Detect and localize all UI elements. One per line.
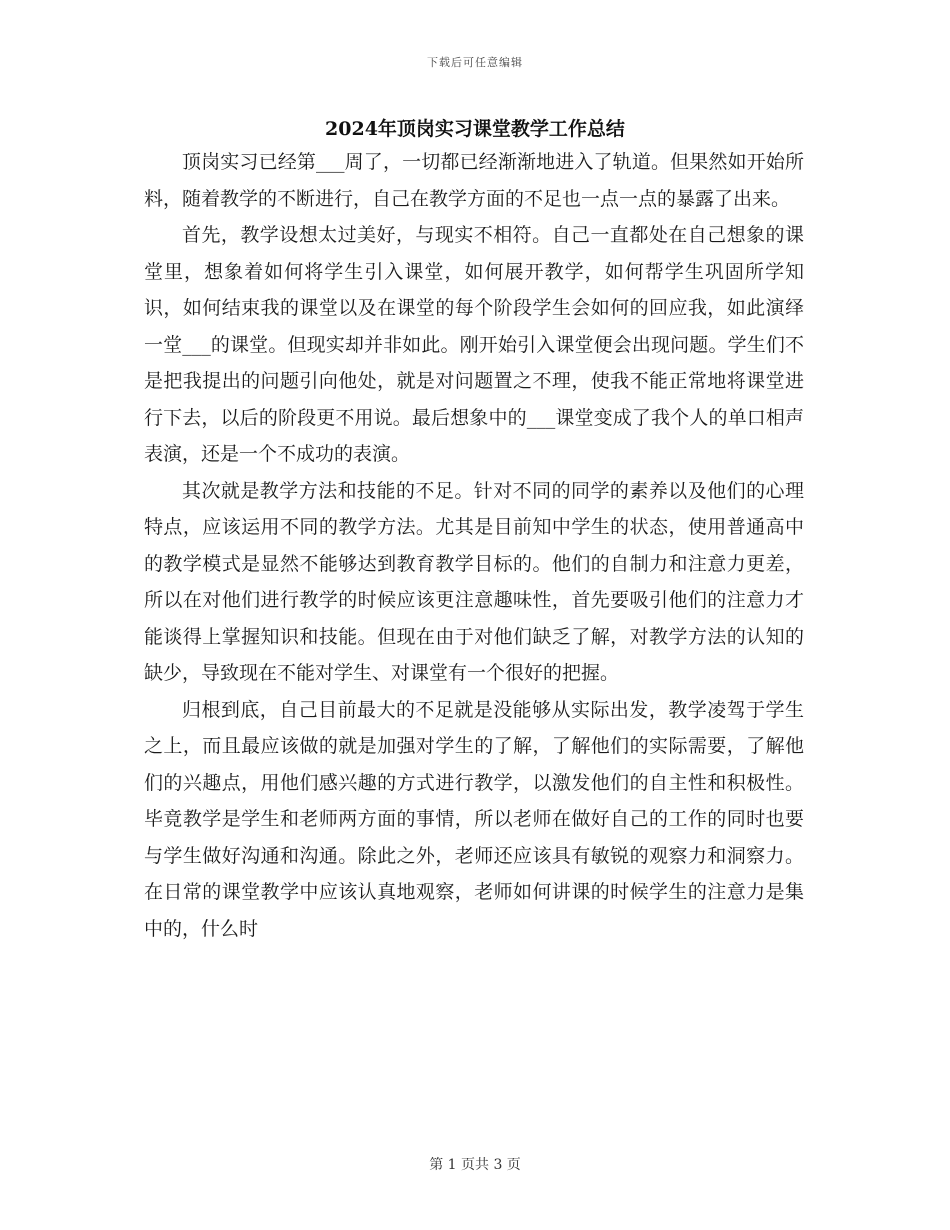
paragraph-2: 首先，教学设想太过美好，与现实不相符。自己一直都处在自己想象的课堂里，想象着如何将学生引入课堂，如何展开教学，如何帮学生巩固所学知识，如何结束我的课堂以及在课堂的每个阶段学生会如何的回应我，如此演绎一堂___的课堂。但现实却并非如此。刚开始引入课堂便会出现问题。学生们不是把我提出的问题引向他处，就是对问题置之不理，使我不能正常地将课堂进行下去，以后的阶段更不用说。最后想象中的___课堂变成了我个人的单口相声表演，还是一个不成功的表演。 xyxy=(144,224,804,465)
paragraph-1: 顶岗实习已经第___周了，一切都已经渐渐地进入了轨道。但果然如开始所料，随着教学的不断进行，自己在教学方面的不足也一点一点的暴露了出来。 xyxy=(144,151,804,210)
page-header: 下载后可任意编辑 xyxy=(427,56,523,69)
page-footer: 第 1 页共 3 页 xyxy=(429,1157,521,1173)
document-title: 2024年顶岗实习课堂教学工作总结 xyxy=(325,118,625,140)
document-body xyxy=(144,144,804,947)
paragraph-3: 其次就是教学方法和技能的不足。针对不同的同学的素养以及他们的心理特点，应该运用不同的教学方法。尤其是目前知中学生的状态，使用普通高中的教学模式是显然不能够达到教育教学目标的。他们的自制力和注意力更差，所以在对他们进行教学的时候应该更注意趣味性，首先要吸引他们的注意力才能谈得上掌握知识和技能。但现在由于对他们缺乏了解，对教学方法的认知的缺少，导致现在不能对学生、对课堂有一个很好的把握。 xyxy=(144,479,804,684)
paragraph-4: 归根到底，自己目前最大的不足就是没能够从实际出发，教学凌驾于学生之上，而且最应该做的就是加强对学生的了解，了解他们的实际需要，了解他们的兴趣点，用他们感兴趣的方式进行教学，以激发他们的自主性和积极性。毕竟教学是学生和老师两方面的事情，所以老师在做好自己的工作的同时也要与学生做好沟通和沟通。除此之外，老师还应该具有敏锐的观察力和洞察力。在日常的课堂教学中应该认真地观察，老师如何讲课的时候学生的注意力是集中的，什么时 xyxy=(144,698,804,940)
